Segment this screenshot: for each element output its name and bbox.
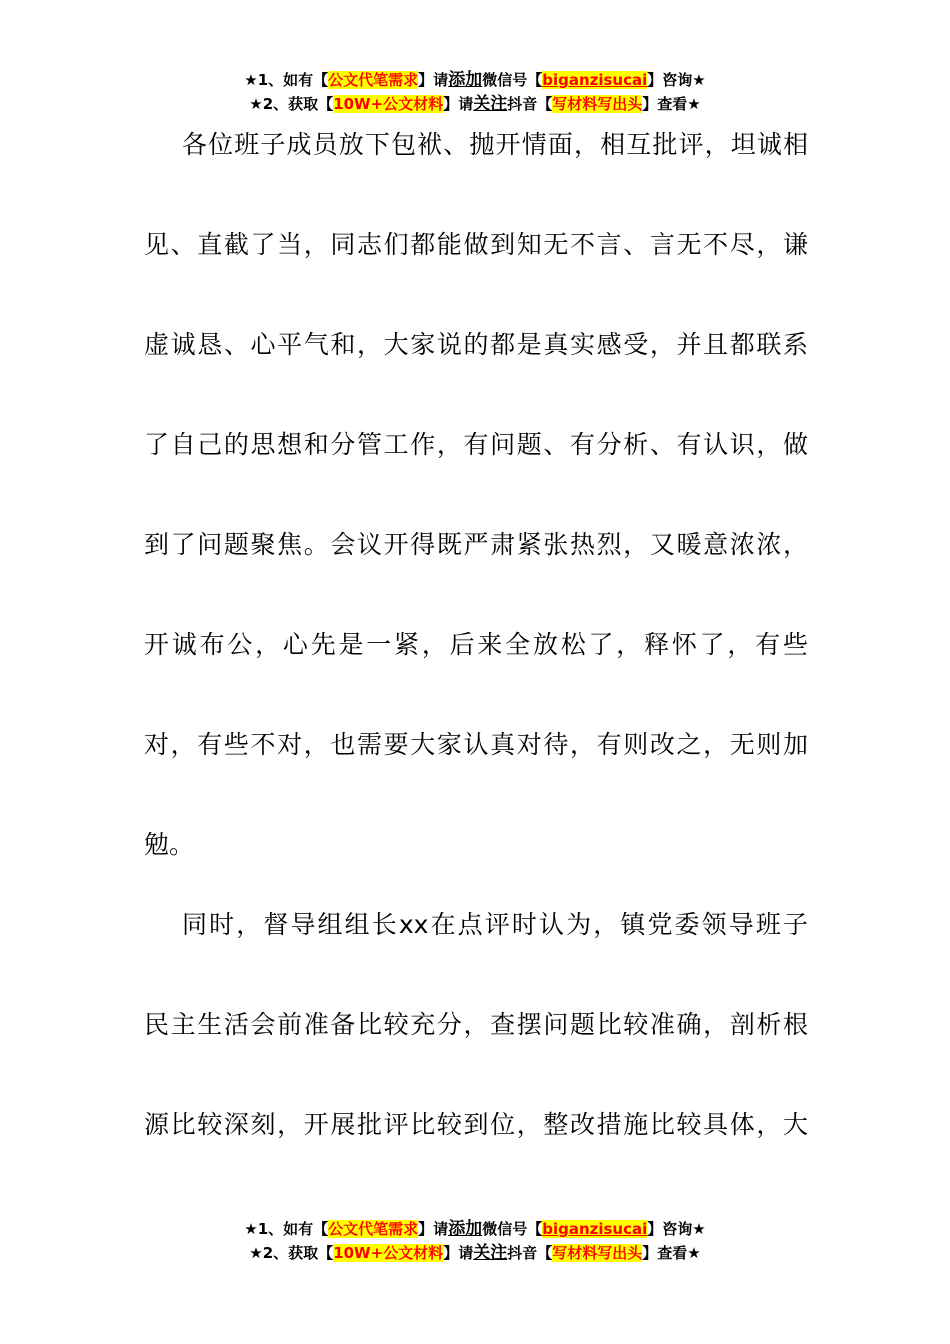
banner-text: 】咨询★ <box>647 1220 706 1238</box>
paragraph-line: 民主生活会前准备比较充分，查摆问题比较准确，剖析根 <box>144 1010 808 1039</box>
paragraph-line: 了自己的思想和分管工作，有问题、有分析、有认识，做 <box>144 430 808 459</box>
paragraph-line: 对，有些不对，也需要大家认真对待，有则改之，无则加 <box>144 730 808 759</box>
paragraph-line: 源比较深刻，开展批评比较到位，整改措施比较具体，大 <box>144 1110 808 1139</box>
highlight-text: 10W+公文材料 <box>333 95 444 113</box>
paragraph-line: 同时，督导组组长xx在点评时认为，镇党委领导班子 <box>182 910 808 939</box>
banner-text: ★2、获取【 <box>249 1244 334 1262</box>
banner-text: ★1、如有【 <box>244 1220 329 1238</box>
paragraph-line: 开诚布公，心先是一紧，后来全放松了，释怀了，有些 <box>144 630 808 659</box>
banner-line-2 <box>0 1241 950 1265</box>
highlight-text: 公文代笔需求 <box>328 71 419 89</box>
paragraph-line: 到了问题聚焦。会议开得既严肃紧张热烈，又暖意浓浓， <box>144 530 808 559</box>
paragraph-line: 虚诚恳、心平气和，大家说的都是真实感受，并且都联系 <box>144 330 808 359</box>
underlined-text: 添加 <box>448 70 483 90</box>
banner-text: 抖音【 <box>507 1244 553 1262</box>
underlined-text: 关注 <box>473 94 508 114</box>
banner-text: 】查看★ <box>642 95 701 113</box>
underlined-text: 关注 <box>473 1243 508 1263</box>
highlight-text: 10W+公文材料 <box>333 1244 444 1262</box>
paragraph-line: 各位班子成员放下包袱、抛开情面，相互批评，坦诚相 <box>182 130 808 159</box>
banner-text: 】请 <box>418 1220 449 1238</box>
wechat-id: biganzisucai <box>542 71 648 89</box>
douyin-id: 写材料写出头 <box>552 95 643 113</box>
underlined-text: 添加 <box>448 1219 483 1239</box>
banner-line-1 <box>0 1217 950 1241</box>
banner-text: 微信号【 <box>482 1220 543 1238</box>
banner-text: 抖音【 <box>507 95 553 113</box>
banner-text: 微信号【 <box>482 71 543 89</box>
banner-line-1 <box>0 68 950 92</box>
header-banner <box>0 68 950 116</box>
banner-line-2 <box>0 92 950 116</box>
banner-text: ★2、获取【 <box>249 95 334 113</box>
highlight-text: 公文代笔需求 <box>328 1220 419 1238</box>
banner-text: 】请 <box>443 95 474 113</box>
banner-text: 】咨询★ <box>647 71 706 89</box>
banner-text: 】请 <box>418 71 449 89</box>
paragraph-line: 见、直截了当，同志们都能做到知无不言、言无不尽，谦 <box>144 230 808 259</box>
footer-banner <box>0 1217 950 1265</box>
banner-text: 】查看★ <box>642 1244 701 1262</box>
banner-text: ★1、如有【 <box>244 71 329 89</box>
banner-text: 】请 <box>443 1244 474 1262</box>
paragraph-line: 勉。 <box>144 830 195 859</box>
wechat-id: biganzisucai <box>542 1220 648 1238</box>
douyin-id: 写材料写出头 <box>552 1244 643 1262</box>
